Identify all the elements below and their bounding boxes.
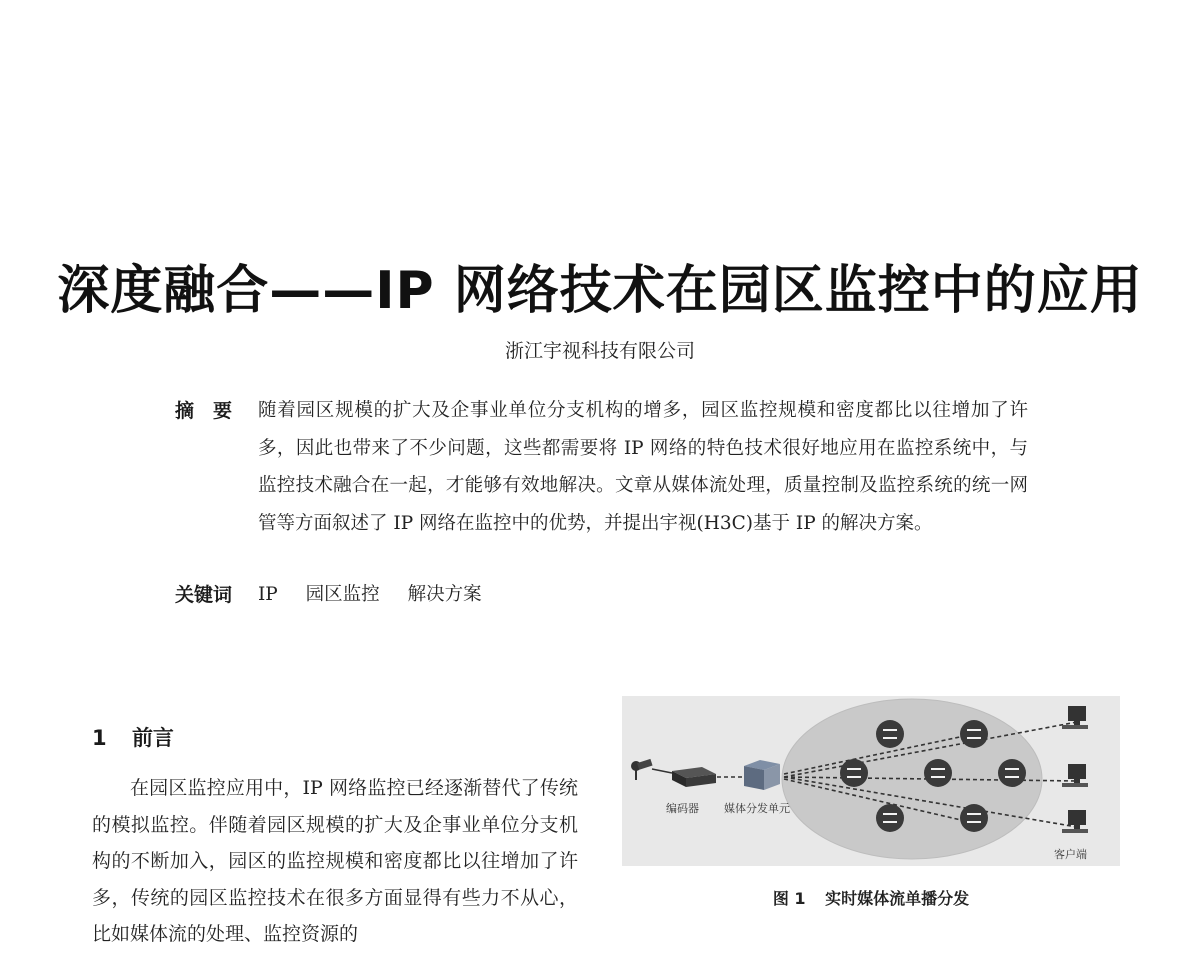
- keyword-item: 解决方案: [407, 584, 482, 605]
- paper-title: 深度融合——IP 网络技术在园区监控中的应用: [57, 261, 1143, 321]
- section-title: 前言: [131, 726, 174, 750]
- author-affiliation: 浙江宇视科技有限公司: [504, 340, 695, 362]
- figure-caption-text: 实时媒体流单播分发: [825, 889, 970, 908]
- keyword-item: IP: [258, 584, 278, 605]
- figure-number: 图 1: [772, 889, 806, 908]
- keyword-item: 园区监控: [305, 584, 380, 605]
- client-label: 客户端: [1054, 848, 1087, 861]
- camera-icon: [631, 759, 653, 780]
- encoder-icon: [672, 767, 716, 787]
- keywords-label: 关键词: [175, 584, 233, 606]
- media-unit-icon: [744, 760, 780, 790]
- media-unit-label: 媒体分发单元: [724, 802, 790, 815]
- section-heading: [92, 722, 174, 752]
- abstract-text: 随着园区规模的扩大及企事业单位分支机构的增多，园区监控规模和密度都比以往增加了许多，因此也带来了不少问题，这些都需要将 IP 网络的特色技术很好地应用在监控系统中，与监控技术融合在一起，才能够有效地解决。文章从媒体流处理，质量控制及监控系统的统一网管等方面叙述了 IP 网络在监控中的优势，并提出宇视(H3C)基于 IP 的解决方案。: [258, 400, 1028, 534]
- monitor-icon: [1062, 706, 1088, 833]
- section-body: 在园区监控应用中，IP 网络监控已经逐渐替代了传统的模拟监控。伴随着园区规模的扩大及企事业单位分支机构的不断加入，园区的监控规模和密度都比以往增加了许多，传统的园区监控技术在很多方面显得有些力不从心，比如媒体流的处理、监控资源的: [92, 777, 578, 945]
- figure-network-diagram: [622, 696, 1120, 866]
- abstract-label: 摘 要: [175, 400, 233, 422]
- encoder-label: 编码器: [666, 802, 699, 815]
- figure-caption: [622, 886, 1120, 909]
- section-number: 1: [92, 726, 107, 750]
- keywords-list: [258, 580, 504, 606]
